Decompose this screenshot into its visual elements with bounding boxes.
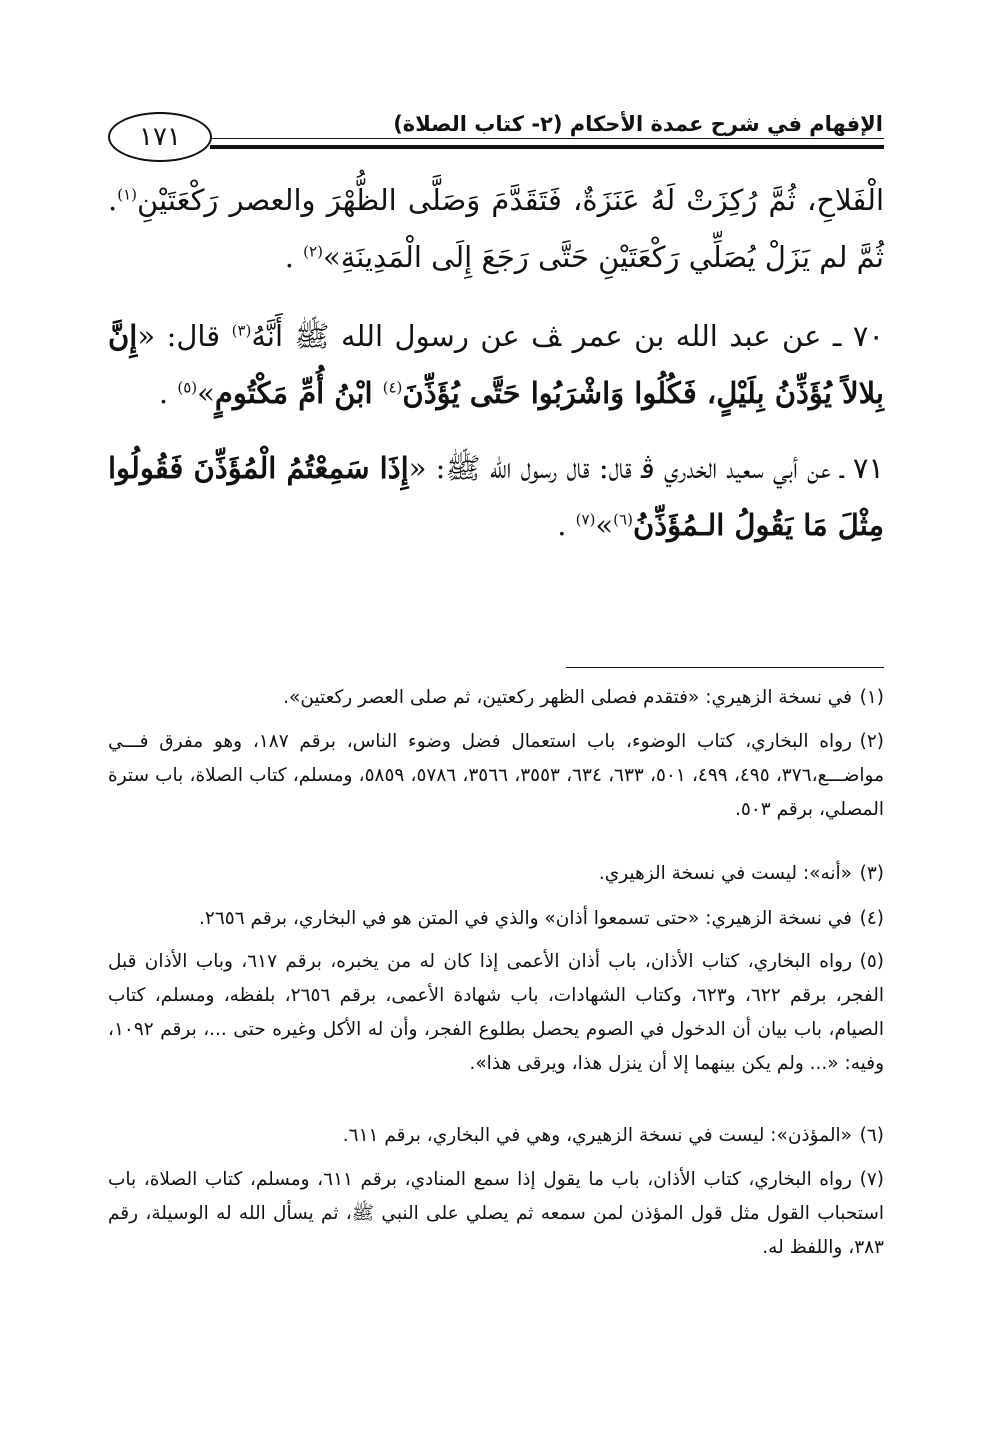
footnote-number: (١)	[859, 687, 884, 708]
footnote-number: (٣)	[859, 863, 884, 884]
footnote-ref: (٣)	[231, 321, 252, 340]
footnote-ref: (٥)	[177, 378, 198, 397]
footnote-5	[108, 945, 884, 1081]
footnote-number: (٢)	[859, 731, 884, 752]
paragraph-end: .	[158, 376, 178, 410]
hadith-intro: ٧٠ ـ عن عبد الله بن عمر ﭫ عن رسول الله ﷺ أَنَّهُ	[251, 319, 884, 353]
footnote-number: (٥)	[859, 951, 884, 972]
hadith-intro: ٧١ ـ عن أبي سعيد الخدري ﭬ قال: قال رسول الله ﷺ: «	[408, 451, 884, 485]
footnote-6	[108, 1119, 884, 1153]
footnote-text: رواه البخاري، كتاب الأذان، باب ما يقول إذا سمع المنادي، برقم ٦١١، ومسلم، كتاب الصلاة، باب استحباب القول مثل قول المؤذن لمن سمعه ثم يصلي على النبي ﷺ، ثم يسأل الله له الوسيلة، رقم ٣٨٣، واللفظ له.	[108, 1169, 884, 1258]
footnote-number: (٧)	[859, 1169, 884, 1190]
footnote-1	[108, 681, 884, 715]
hadith-text: ابْنُ أُمِّ مَكْتُومٍ	[214, 376, 383, 410]
footnote-separator	[566, 667, 884, 668]
footnote-ref: (٢)	[303, 242, 323, 261]
footnote-text: رواه البخاري، كتاب الأذان، باب أذان الأعمى إذا كان له من يخبره، برقم ٦١٧، وباب الأذان قبل الفجر، برقم ٦٢٢، و٦٢٣، وكتاب الشهادات، باب شهادة الأعمى، برقم ٢٦٥٦، بلفظه، ومسلم، كتاب الصيام، باب بيان أن الدخول في الصوم يحصل بطلوع الفجر، وأن له الأكل وغيره حتى ...، برقم ١٠٩٢، وفيه: «... ولم يكن بينهما إلا أن ينزل هذا، ويرقى هذا».	[108, 951, 884, 1074]
footnote-ref: (٤)	[382, 378, 403, 397]
footnote-number: (٦)	[859, 1125, 884, 1146]
quote-close: »	[595, 508, 614, 542]
footnote-text: في نسخة الزهيري: «فتقدم فصلى الظهر ركعتين، ثم صلى العصر ركعتين».	[283, 687, 852, 708]
footnote-2	[108, 725, 884, 827]
paragraph-text: . ثُمَّ لم يَزَلْ يُصَلِّي رَكْعَتَيْنِ حَتَّى رَجَعَ إِلَى الْمَدِينَةِ»	[108, 183, 884, 274]
header-rule-thick	[210, 145, 884, 149]
footnote-7	[108, 1163, 884, 1265]
paragraph-text: الْفَلاحِ، ثُمَّ رُكِزَتْ لَهُ عَنَزَةٌ، فَتَقَدَّمَ وَصَلَّى الظُّهْرَ والعصر رَكْعَتَيْنِ	[137, 183, 884, 217]
footnote-ref: (١)	[117, 185, 137, 204]
paragraph-text: .	[284, 240, 304, 274]
header-rule-thin	[210, 138, 884, 139]
running-title: الإفهام في شرح عمدة الأحكام (٢- كتاب الصلاة)	[393, 112, 883, 136]
quote-close: »	[197, 376, 215, 410]
footnote-text: في نسخة الزهيري: «حتى تسمعوا أذان» والذي في المتن هو في البخاري، برقم ٢٦٥٦.	[199, 908, 852, 929]
footnote-text: «المؤذن»: ليست في نسخة الزهيري، وهي في البخاري، برقم ٦١١.	[342, 1125, 852, 1146]
footnote-3	[108, 857, 884, 891]
footnote-text: رواه البخاري، كتاب الوضوء، باب استعمال فضل وضوء الناس، برقم ١٨٧، وهو مفرق فـــي مواضـــع،٣٧٦، ٤٩٥، ٤٩٩، ٥٠١، ٦٣٣، ٦٣٤، ٣٥٥٣، ٣٥٦٦، ٥٧٨٦، ٥٨٥٩، ومسلم، كتاب الصلاة، باب سترة المصلي، برقم ٥٠٣.	[108, 731, 885, 820]
hadith-intro: قال: «	[137, 319, 232, 353]
page-number-text: ١٧١	[139, 122, 181, 152]
footnote-ref: (٧)	[575, 510, 596, 529]
footnote-number: (٤)	[859, 908, 884, 929]
footnote-4	[108, 902, 884, 936]
hadith-text: إِنَّ بِلالاً يُؤَذِّنُ بِلَيْلٍ، فَكُلُوا وَاشْرَبُوا حَتَّى يُؤَذِّنَ	[108, 319, 884, 410]
body-paragraph-1	[108, 172, 884, 286]
paragraph-end: .	[557, 508, 576, 542]
footnote-ref: (٦)	[613, 510, 633, 529]
hadith-70	[108, 308, 884, 422]
hadith-text: إِذَا سَمِعْتُمُ الْمُؤَذِّنَ فَقُولُوا مِثْلَ مَا يَقُولُ الـمُؤَذِّنُ	[108, 451, 884, 542]
hadith-71	[108, 440, 884, 554]
page-number	[108, 112, 212, 162]
footnote-text: «أنه»: ليست في نسخة الزهيري.	[598, 863, 852, 884]
